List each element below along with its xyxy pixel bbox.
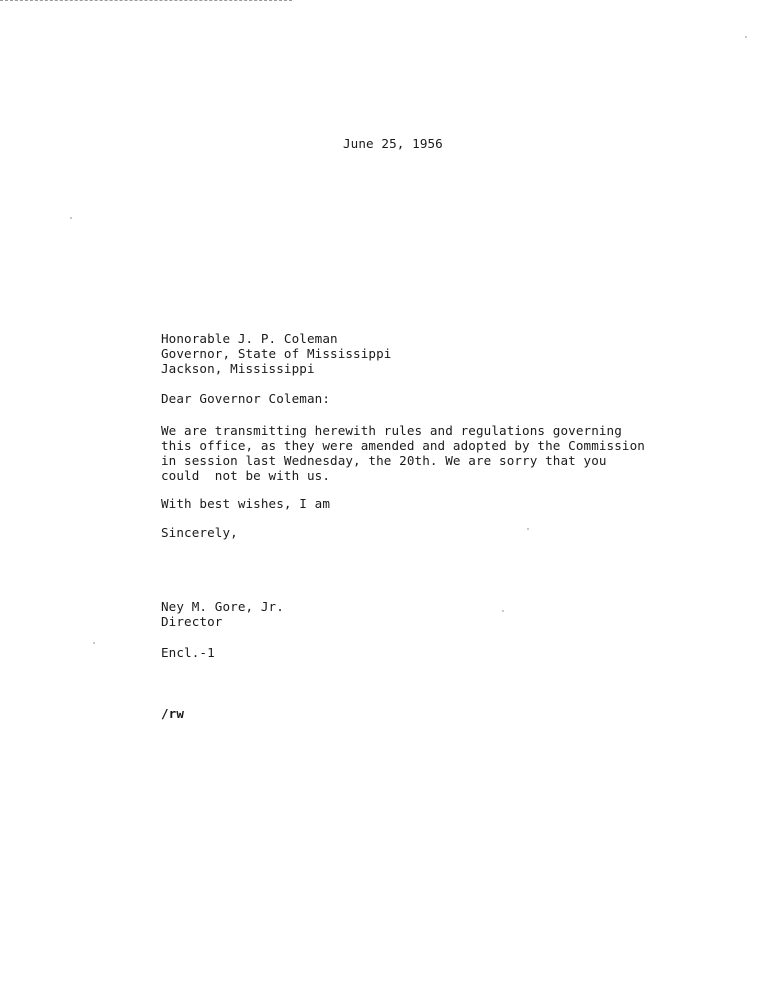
top-edge-dashes [0,0,292,1]
paper-speck [70,217,72,219]
recipient-city: Jackson, Mississippi [161,361,315,376]
salutation: Dear Governor Coleman: [161,391,331,406]
body-line: We are transmitting herewith rules and regulations governing [161,423,622,438]
paper-speck [93,642,95,644]
paper-speck [502,610,504,612]
typist-initials: /rw [161,706,185,721]
signer-title: Director [161,614,223,629]
recipient-title: Governor, State of Mississippi [161,346,392,361]
letter-date: June 25, 1956 [343,136,443,151]
closing-sentence: With best wishes, I am [161,496,331,511]
signer-name: Ney M. Gore, Jr. [161,599,284,614]
body-line: in session last Wednesday, the 20th. We are sorry that you [161,453,607,468]
recipient-name: Honorable J. P. Coleman [161,331,338,346]
body-line: could not be with us. [161,468,331,483]
paper-speck [527,528,529,530]
enclosure-note: Encl.-1 [161,645,215,660]
body-line: this office, as they were amended and adopted by the Commission [161,438,645,453]
complimentary-close: Sincerely, [161,525,238,540]
paper-speck [745,36,747,38]
